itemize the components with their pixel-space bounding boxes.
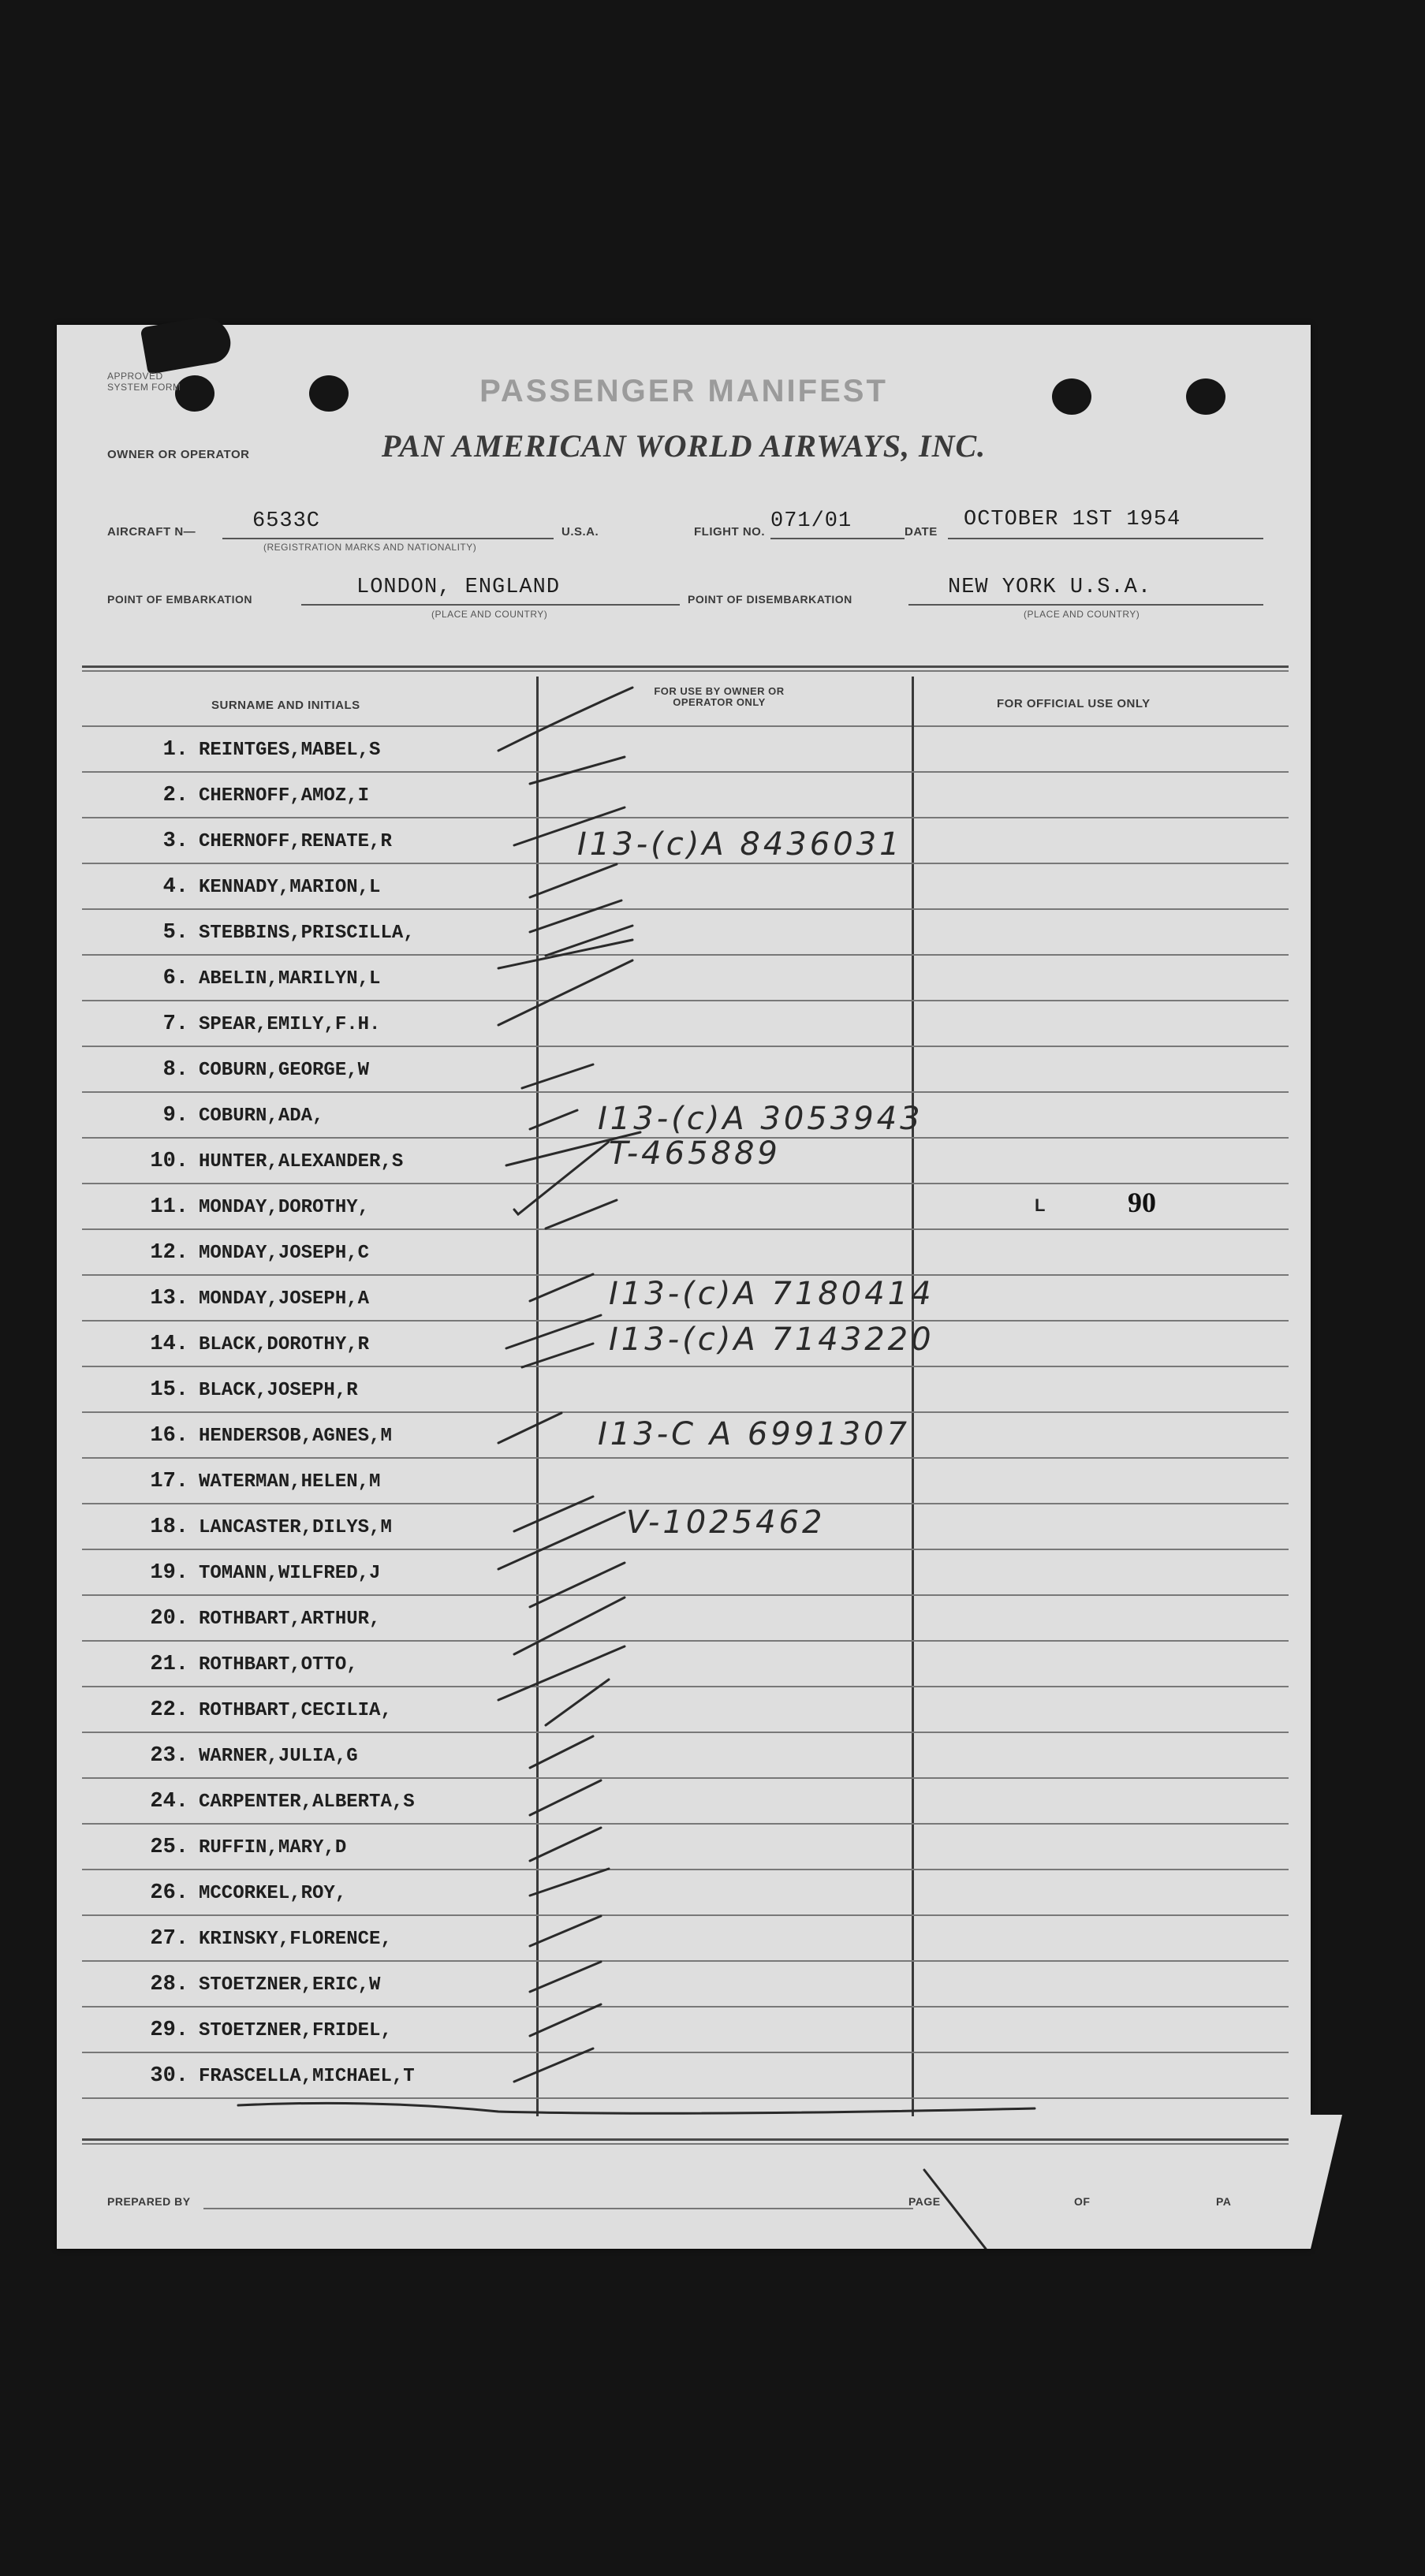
- passenger-name: FRASCELLA,MICHAEL,T: [199, 2066, 415, 2087]
- passenger-row: [82, 1367, 1289, 1413]
- table-top-rule: [82, 665, 1289, 668]
- passenger-row: [82, 1001, 1289, 1047]
- row-number: 11.: [150, 1195, 188, 1219]
- passenger-row: [82, 1550, 1289, 1596]
- sheet-fold: [1311, 2115, 1342, 2249]
- row-number: 14.: [150, 1333, 188, 1356]
- passenger-row: [82, 2007, 1289, 2053]
- handwritten-note-row3: I13-(c)A 8436031: [577, 826, 903, 863]
- official-stamp-number: 90: [1128, 1187, 1156, 1218]
- passenger-row: [82, 910, 1289, 956]
- row-number: 23.: [150, 1744, 188, 1768]
- row-number: 18.: [150, 1515, 188, 1539]
- passenger-name: RUFFIN,MARY,D: [199, 1837, 347, 1858]
- passenger-name: KRINSKY,FLORENCE,: [199, 1929, 392, 1950]
- passenger-row: [82, 2053, 1289, 2099]
- pages-label: PA: [1216, 2195, 1232, 2208]
- passenger-row: [82, 1642, 1289, 1687]
- row-number: 26.: [150, 1881, 188, 1905]
- passenger-name: ROTHBART,ARTHUR,: [199, 1609, 381, 1630]
- passenger-name: COBURN,GEORGE,W: [199, 1060, 370, 1081]
- row-number: 1.: [162, 738, 188, 762]
- passenger-name: CARPENTER,ALBERTA,S: [199, 1791, 415, 1813]
- passenger-name: CHERNOFF,RENATE,R: [199, 831, 392, 852]
- row-number: 16.: [150, 1424, 188, 1448]
- passenger-name: MCCORKEL,ROY,: [199, 1883, 347, 1904]
- prepared-by-underline: [203, 2208, 913, 2209]
- airline-name: PAN AMERICAN WORLD AIRWAYS, INC.: [381, 428, 987, 464]
- passenger-name: MONDAY,JOSEPH,A: [199, 1288, 370, 1310]
- flight-label: FLIGHT NO.: [694, 525, 765, 539]
- handwritten-note-row14: I13-(c)A 7143220: [609, 1322, 934, 1358]
- row-number: 29.: [150, 2019, 188, 2042]
- passenger-name: WATERMAN,HELEN,M: [199, 1471, 381, 1493]
- passenger-name: HUNTER,ALEXANDER,S: [199, 1151, 404, 1172]
- row-number: 19.: [150, 1561, 188, 1585]
- row-number: 21.: [150, 1653, 188, 1676]
- passenger-row: [82, 1687, 1289, 1733]
- row-number: 20.: [150, 1607, 188, 1631]
- aircraft-label: AIRCRAFT N—: [107, 525, 196, 539]
- row-number: 10.: [150, 1150, 188, 1173]
- passenger-name: LANCASTER,DILYS,M: [199, 1517, 392, 1538]
- row-number: 24.: [150, 1790, 188, 1814]
- column-header-surname: SURNAME AND INITIALS: [211, 699, 360, 712]
- table-bottom-rule-2: [82, 2143, 1289, 2145]
- passenger-name: CHERNOFF,AMOZ,I: [199, 785, 370, 807]
- passenger-name: MONDAY,DOROTHY,: [199, 1197, 370, 1218]
- embark-label: POINT OF EMBARKATION: [107, 593, 252, 606]
- passenger-name: STOETZNER,ERIC,W: [199, 1974, 381, 1996]
- column-header-owner: FOR USE BY OWNER OR OPERATOR ONLY: [654, 685, 785, 708]
- passenger-row: [82, 773, 1289, 818]
- torn-corner: [140, 313, 234, 375]
- passenger-row: [82, 1962, 1289, 2007]
- handwritten-note-row18: V-1025462: [626, 1504, 826, 1541]
- table-top-rule-2: [82, 670, 1289, 672]
- passenger-row: [82, 956, 1289, 1001]
- prepared-by-label: PREPARED BY: [107, 2195, 191, 2208]
- passenger-name: SPEAR,EMILY,F.H.: [199, 1014, 381, 1035]
- row-number: 17.: [150, 1470, 188, 1493]
- row-number: 7.: [162, 1012, 188, 1036]
- passenger-name: STEBBINS,PRISCILLA,: [199, 923, 415, 944]
- row-number: 9.: [162, 1104, 188, 1128]
- row-number: 8.: [162, 1058, 188, 1082]
- passenger-name: BLACK,DOROTHY,R: [199, 1334, 370, 1355]
- row-number: 12.: [150, 1241, 188, 1265]
- disembark-value: NEW YORK U.S.A.: [948, 576, 1152, 599]
- row-number: 27.: [150, 1927, 188, 1951]
- row-number: 25.: [150, 1836, 188, 1859]
- passenger-row: [82, 727, 1289, 773]
- disembark-underline: [908, 604, 1263, 606]
- handwritten-note-row13: I13-(c)A 7180414: [609, 1276, 934, 1312]
- row-number: 5.: [162, 921, 188, 945]
- passenger-name: ROTHBART,OTTO,: [199, 1654, 358, 1676]
- page-label: PAGE: [908, 2195, 941, 2208]
- form-title: PASSENGER MANIFEST: [479, 374, 888, 408]
- date-value: OCTOBER 1ST 1954: [964, 508, 1181, 531]
- passenger-row: [82, 864, 1289, 910]
- handwritten-note-row9: I13-(c)A 3053943: [598, 1101, 923, 1137]
- row-number: 6.: [162, 967, 188, 990]
- passenger-row: [82, 1459, 1289, 1504]
- passenger-name: COBURN,ADA,: [199, 1105, 324, 1127]
- table-bottom-rule: [82, 2138, 1289, 2141]
- of-label: OF: [1074, 2195, 1091, 2208]
- owner-label: OWNER OR OPERATOR: [107, 448, 250, 461]
- passenger-name: TOMANN,WILFRED,J: [199, 1563, 381, 1584]
- embark-caption: (PLACE AND COUNTRY): [431, 609, 548, 620]
- approval-note: APPROVED SYSTEM FORM: [107, 371, 181, 393]
- manifest-sheet: [57, 325, 1311, 2249]
- passenger-row: [82, 1733, 1289, 1779]
- row-number: 22.: [150, 1698, 188, 1722]
- passenger-name: KENNADY,MARION,L: [199, 877, 381, 898]
- passenger-name: HENDERSOB,AGNES,M: [199, 1426, 392, 1447]
- handwritten-note-row10: T-465889: [609, 1135, 781, 1172]
- embark-underline: [301, 604, 680, 606]
- row-number: 4.: [162, 875, 188, 899]
- passenger-row: [82, 1596, 1289, 1642]
- passenger-row: [82, 1184, 1289, 1230]
- date-underline: [948, 538, 1263, 539]
- handwritten-note-row16: I13-C A 6991307: [598, 1416, 910, 1452]
- row-number: 30.: [150, 2064, 188, 2088]
- passenger-row: [82, 1870, 1289, 1916]
- row-number: 28.: [150, 1973, 188, 1996]
- passenger-row: [82, 1230, 1289, 1276]
- flight-underline: [770, 538, 905, 539]
- passenger-row: [82, 1825, 1289, 1870]
- passenger-row: [82, 1916, 1289, 1962]
- row-number: 2.: [162, 784, 188, 807]
- row-number: 3.: [162, 829, 188, 853]
- passenger-name: ROTHBART,CECILIA,: [199, 1700, 392, 1721]
- aircraft-underline: [222, 538, 554, 539]
- disembark-label: POINT OF DISEMBARKATION: [688, 593, 852, 606]
- aircraft-caption: (REGISTRATION MARKS AND NATIONALITY): [263, 542, 477, 553]
- aircraft-value: 6533C: [252, 509, 321, 533]
- passenger-name: WARNER,JULIA,G: [199, 1746, 358, 1767]
- passenger-name: BLACK,JOSEPH,R: [199, 1380, 358, 1401]
- date-label: DATE: [905, 525, 938, 539]
- row-number: 15.: [150, 1378, 188, 1402]
- column-header-official: FOR OFFICIAL USE ONLY: [997, 697, 1151, 710]
- usa-label: U.S.A.: [561, 525, 599, 539]
- official-stamp-mark: L: [1035, 1195, 1046, 1215]
- passenger-name: STOETZNER,FRIDEL,: [199, 2020, 392, 2041]
- passenger-name: REINTGES,MABEL,S: [199, 740, 381, 761]
- passenger-name: ABELIN,MARILYN,L: [199, 968, 381, 990]
- passenger-name: MONDAY,JOSEPH,C: [199, 1243, 370, 1264]
- flight-value: 071/01: [770, 509, 852, 533]
- disembark-caption: (PLACE AND COUNTRY): [1024, 609, 1140, 620]
- row-number: 13.: [150, 1287, 188, 1310]
- embark-value: LONDON, ENGLAND: [356, 576, 561, 599]
- passenger-row: [82, 1047, 1289, 1093]
- passenger-row: [82, 1779, 1289, 1825]
